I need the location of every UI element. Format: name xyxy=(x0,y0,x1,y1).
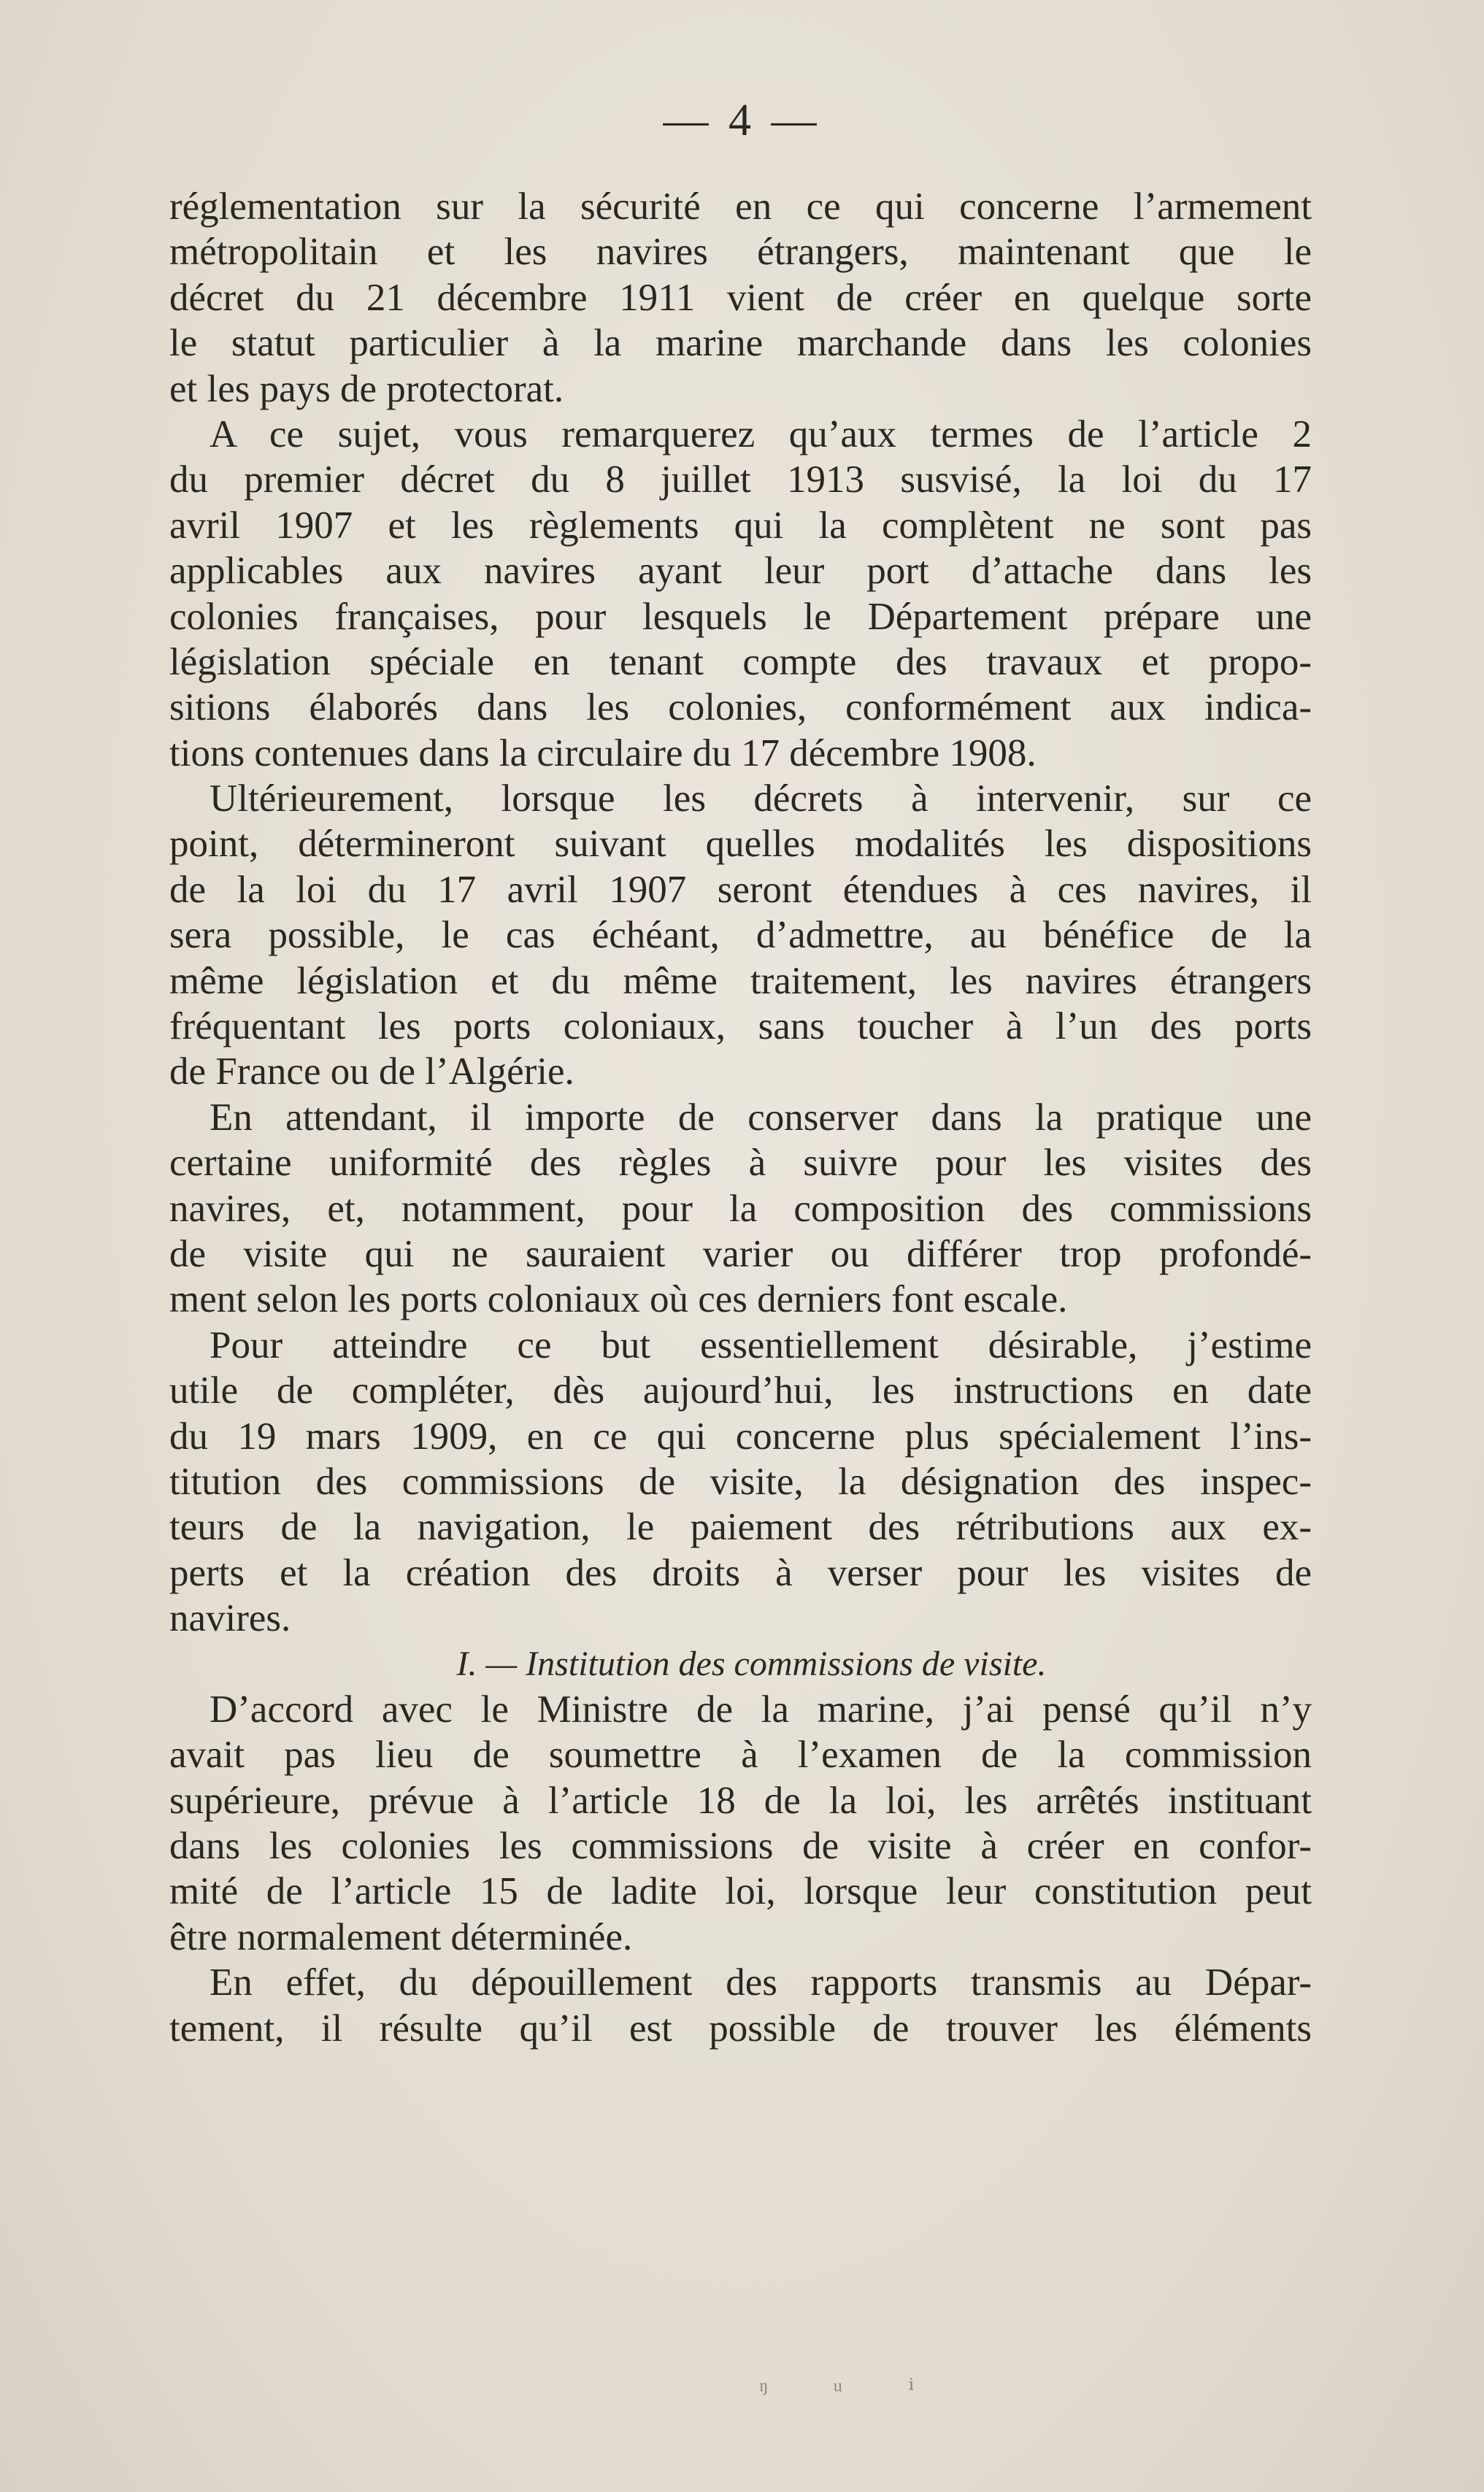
text-line: avait pas lieu de soumettre à l’examen de la commission xyxy=(169,1734,1312,1777)
text-line: point, détermineront suivant quelles modalités les dispositions xyxy=(169,823,1312,866)
text-line: A ce sujet, vous remarquerez qu’aux termes de l’article 2 xyxy=(209,412,1312,455)
text-line: Pour atteindre ce but essentiellement désirable, j’estime xyxy=(209,1323,1312,1366)
text-line: du 19 mars 1909, en ce qui concerne plus spécialement l’ins- xyxy=(169,1415,1312,1458)
text-line: avril 1907 et les règlements qui la complètent ne sont pas xyxy=(169,504,1312,547)
text-line: En effet, du dépouillement des rapports transmis au Dépar- xyxy=(209,1961,1312,2004)
text-line: de visite qui ne sauraient varier ou différer trop profondé- xyxy=(169,1232,1312,1275)
text-line: de la loi du 17 avril 1907 seront étendues à ces navires, il xyxy=(169,868,1312,911)
text-line: titution des commissions de visite, la désignation des inspec- xyxy=(169,1460,1312,1503)
text-line: tions contenues dans la circulaire du 17 décembre 1908. xyxy=(169,731,1037,774)
page-number: — 4 — xyxy=(663,96,821,145)
text-line: ment selon les ports coloniaux où ces derniers font escale. xyxy=(169,1278,1068,1321)
text-line: dans les colonies les commissions de visite à créer en confor- xyxy=(169,1825,1312,1868)
text-line: D’accord avec le Ministre de la marine, j’ai pensé qu’il n’y xyxy=(209,1688,1312,1731)
text-line: le statut particulier à la marine marchande dans les colonies xyxy=(169,322,1312,365)
text-line: décret du 21 décembre 1911 vient de créer en quelque sorte xyxy=(169,276,1312,319)
text-line: colonies françaises, pour lesquels le Département prépare une xyxy=(169,595,1312,638)
text-line: En attendant, il importe de conserver dans la pratique une xyxy=(209,1096,1312,1139)
text-line: et les pays de protectorat. xyxy=(169,367,564,410)
text-line: perts et la création des droits à verser pour les visites de xyxy=(169,1551,1312,1594)
text-line: supérieure, prévue à l’article 18 de la loi, les arrêtés instituant xyxy=(169,1779,1312,1822)
bottom-marks: ᵑ ᵘ ⁱ xyxy=(759,2373,944,2406)
body-text xyxy=(169,184,1312,2051)
text-line: navires. xyxy=(169,1597,291,1640)
text-line: teurs de la navigation, le paiement des rétributions aux ex- xyxy=(169,1506,1312,1549)
text-line: réglementation sur la sécurité en ce qui concerne l’armement xyxy=(169,185,1312,228)
text-line: du premier décret du 8 juillet 1913 susvisé, la loi du 17 xyxy=(169,458,1312,501)
text-line: sera possible, le cas échéant, d’admettre, au bénéfice de la xyxy=(169,914,1312,957)
text-line: utile de compléter, dès aujourd’hui, les instructions en date xyxy=(169,1369,1312,1412)
text-line: sitions élaborés dans les colonies, conformément aux indica- xyxy=(169,686,1312,729)
text-line: de France ou de l’Algérie. xyxy=(169,1050,574,1093)
text-line: mité de l’article 15 de ladite loi, lorsque leur constitution peut xyxy=(169,1870,1312,1913)
text-line: applicables aux navires ayant leur port d’attache dans les xyxy=(169,550,1312,593)
text-line: législation spéciale en tenant compte des travaux et propo- xyxy=(169,640,1312,683)
text-line: métropolitain et les navires étrangers, maintenant que le xyxy=(169,231,1312,274)
text-line: être normalement déterminée. xyxy=(169,1915,633,1958)
text-line: certaine uniformité des règles à suivre pour les visites des xyxy=(169,1142,1312,1185)
text-line: fréquentant les ports coloniaux, sans toucher à l’un des ports xyxy=(169,1005,1312,1048)
text-line: tement, il résulte qu’il est possible de trouver les éléments xyxy=(169,2007,1312,2050)
text-line: Ultérieurement, lorsque les décrets à intervenir, sur ce xyxy=(209,777,1312,820)
section-heading: I. — Institution des commissions de visite. xyxy=(456,1644,1047,1683)
text-line: navires, et, notamment, pour la composition des commissions xyxy=(169,1187,1312,1230)
text-line: même législation et du même traitement, les navires étrangers xyxy=(169,959,1312,1002)
